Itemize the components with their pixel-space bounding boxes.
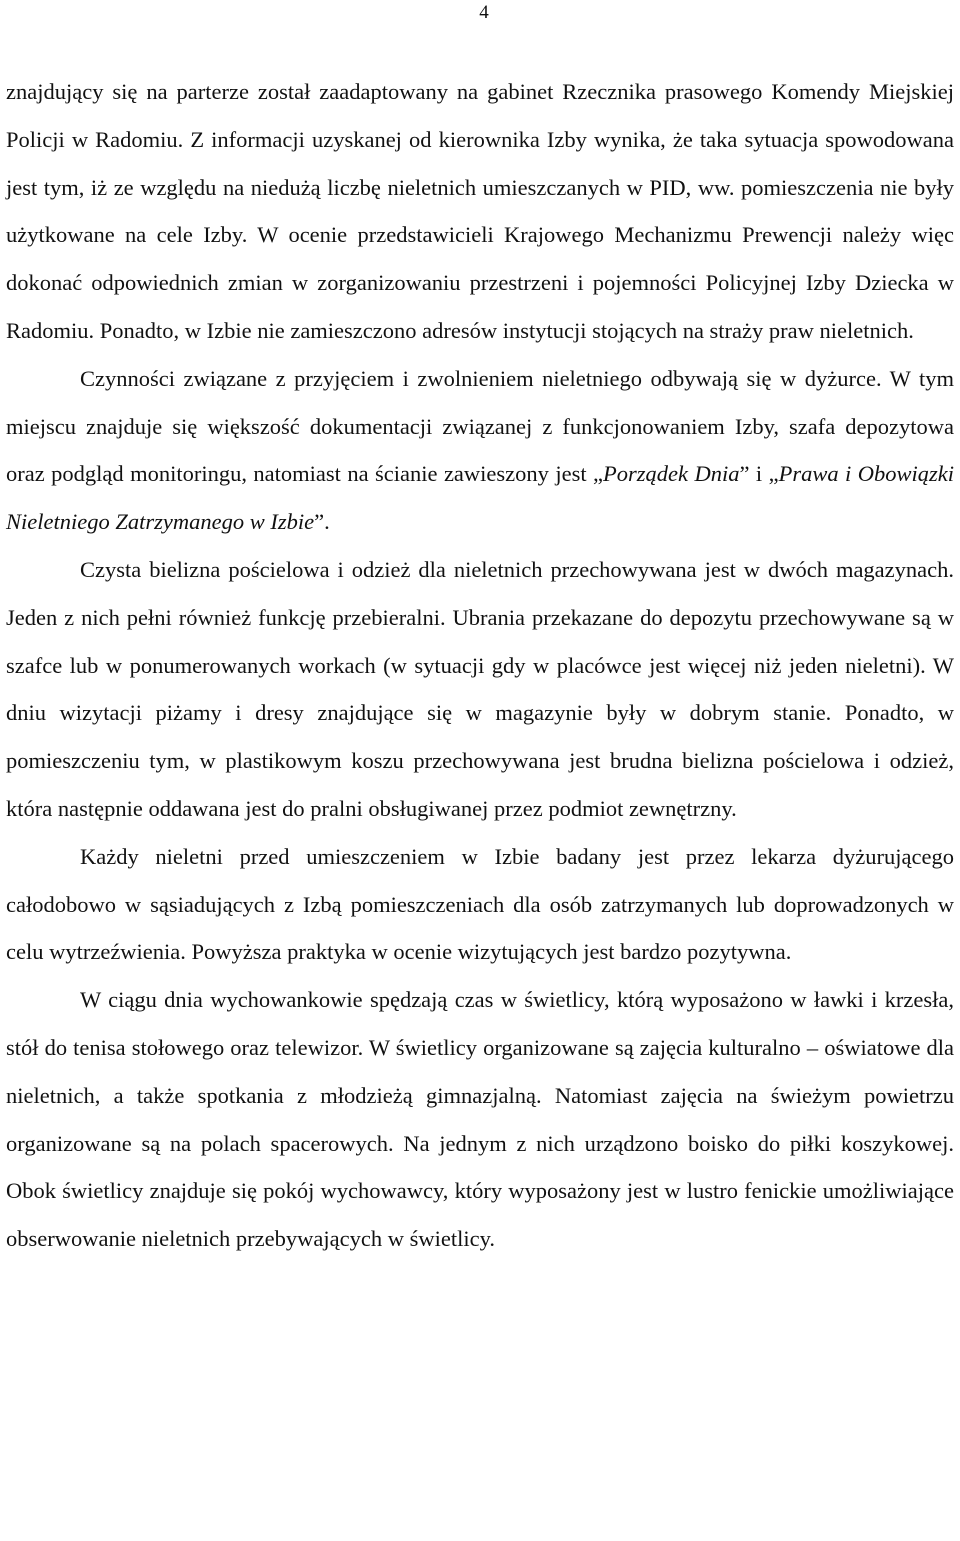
page-number: 4: [479, 2, 489, 23]
document-title-porzadek-dnia: Porządek Dnia: [603, 461, 740, 487]
document-title-prawa-i-obowiazki: Prawa i Obowiązki Nieletniego Zatrzymanego w Izbie: [6, 461, 954, 535]
paragraph-common-room: W ciągu dnia wychowankowie spędzają czas w świetlicy, którą wyposażono w ławki i krzesła, stół do tenisa stołowego oraz telewizor. W świetlicy organizowane są zajęcia kulturalno – oświatowe dla nieletnich, a także spotkania z młodzieżą gimnazjalną. Natomiast zajęcia na świeżym powietrzu organizowane są na polach spacerowych. Na jednym z nich urządzono boisko do piłki koszykowej. Obok świetlicy znajduje się pokój wychowawcy, który wyposażony jest w lustro fenickie umożliwiające obserwowanie nieletnich przebywających w świetlicy.: [6, 987, 954, 1252]
paragraph-text: Czynności związane z przyjęciem i zwolnieniem nieletniego odbywają się w dyżurce. W tym miejscu znajduje się większość dokumentacji związanej z funkcjonowaniem Izby, szafa depozytowa oraz podgląd monitoringu, natomiast na ścianie zawieszony jest „: [6, 365, 954, 487]
paragraph-duty-room: [6, 355, 954, 546]
paragraph-medical-exam: Każdy nieletni przed umieszczeniem w Izbie badany jest przez lekarza dyżurującego całodobowo w sąsiadujących z Izbą pomieszczeniach dla osób zatrzymanych lub doprowadzonych w celu wytrzeźwienia. Powyższa praktyka w ocenie wizytujących jest bardzo pozytywna.: [6, 843, 954, 965]
paragraph-text: ” i „: [739, 461, 779, 487]
paragraph-text: ”.: [314, 509, 330, 535]
paragraph-linen-storage: Czysta bielizna pościelowa i odzież dla nieletnich przechowywana jest w dwóch magazynach. Jeden z nich pełni również funkcję przebieralni. Ubrania przekazane do depozytu przechowywane są w szafce lub w ponumerowanych workach (w sytuacji gdy w placówce jest więcej niż jeden nieletni). W dniu wizytacji piżamy i dresy znajdujące się w magazynie były w dobrym stanie. Ponadto, w pomieszczeniu tym, w plastikowym koszu przechowywana jest brudna bielizna pościelowa i odzież, która następnie oddawana jest do pralni obsługiwanej przez podmiot zewnętrzny.: [6, 556, 954, 821]
paragraph-continuation: znajdujący się na parterze został zaadaptowany na gabinet Rzecznika prasowego Komendy Miejskiej Policji w Radomiu. Z informacji uzyskanej od kierownika Izby wynika, że taka sytuacja spowodowana jest tym, iż ze względu na niedużą liczbę nieletnich umieszczanych w PID, ww. pomieszczenia nie były użytkowane na cele Izby. W ocenie przedstawicieli Krajowego Mechanizmu Prewencji należy więc dokonać odpowiednich zmian w zorganizowaniu przestrzeni i pojemności Policyjnej Izby Dziecka w Radomiu. Ponadto, w Izbie nie zamieszczono adresów instytucji stojących na straży praw nieletnich.: [6, 79, 954, 343]
document-body: [6, 68, 954, 1263]
